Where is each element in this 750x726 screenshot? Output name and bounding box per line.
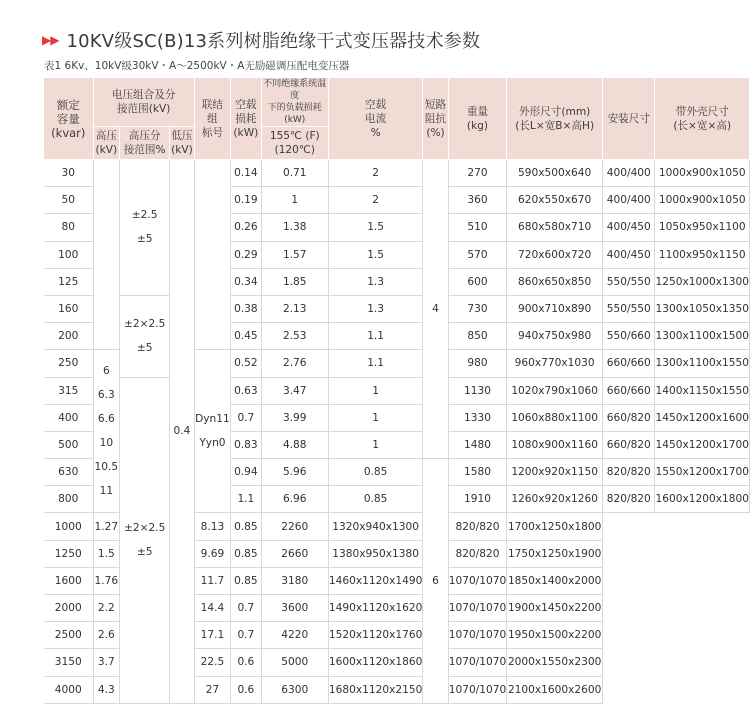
capacity-cell: 500	[44, 431, 93, 458]
table-row	[44, 160, 750, 187]
noload-current-cell: 0.85	[231, 513, 261, 540]
table-header	[44, 78, 750, 160]
load-loss-cell: 3.47	[261, 377, 328, 404]
load-loss-cell: 3.99	[261, 404, 328, 431]
header-capacity: 额定 容量 (kvar)	[44, 78, 93, 160]
load-loss-cell: 11.7	[194, 567, 230, 594]
load-loss-cell: 1.57	[261, 241, 328, 268]
header-load-loss-temp: 155℃ (F) (120℃)	[261, 127, 328, 160]
noload-loss-cell: 0.19	[231, 187, 261, 214]
page-title: 10KV级SC(B)13系列树脂绝缘干式变压器技术参数	[66, 31, 481, 52]
capacity-cell: 800	[44, 486, 93, 513]
outline-dims-cell: 900x710x890	[507, 295, 603, 322]
table-body	[44, 160, 750, 704]
noload-loss-cell: 2.6	[93, 622, 120, 649]
enclosure-dims-cell: 1250x1000x1300	[655, 268, 750, 295]
capacity-cell: 200	[44, 323, 93, 350]
outline-dims-cell: 860x650x850	[507, 268, 603, 295]
install-dims-cell: 550/550	[603, 295, 655, 322]
load-loss-cell: 8.13	[194, 513, 230, 540]
noload-current-cell: 1.1	[328, 350, 422, 377]
enclosure-dims-cell: 1850x1400x2000	[507, 567, 603, 594]
title-row	[42, 28, 480, 52]
noload-loss-cell: 3.7	[93, 649, 120, 676]
capacity-cell: 30	[44, 160, 93, 187]
header-tap-range: 高压分 接范围%	[120, 127, 170, 160]
header-install: 安装尺寸	[603, 78, 655, 160]
weight-cell: 5000	[261, 649, 328, 676]
outline-dims-cell: 1320x940x1300	[328, 513, 422, 540]
outline-dims-cell: 1520x1120x1760	[328, 622, 422, 649]
weight-cell: 510	[448, 214, 507, 241]
header-enclosure: 带外壳尺寸 (长×宽×高)	[655, 78, 750, 160]
install-dims-cell: 660/820	[603, 404, 655, 431]
enclosure-dims-cell: 1550x1200x1700	[655, 459, 750, 486]
table-row	[44, 377, 750, 404]
noload-loss-cell: 1.27	[93, 513, 120, 540]
capacity-cell: 50	[44, 187, 93, 214]
outline-dims-cell: 720x600x720	[507, 241, 603, 268]
noload-current-cell: 0.85	[328, 486, 422, 513]
enclosure-dims-cell: 1450x1200x1700	[655, 431, 750, 458]
enclosure-dims-cell: 1300x1050x1350	[655, 295, 750, 322]
load-loss-cell: 17.1	[194, 622, 230, 649]
weight-cell: 980	[448, 350, 507, 377]
enclosure-dims-cell: 1050x950x1100	[655, 214, 750, 241]
noload-loss-cell: 0.7	[231, 404, 261, 431]
noload-current-cell: 2	[328, 160, 422, 187]
noload-current-cell: 1.3	[328, 268, 422, 295]
load-loss-cell: 5.96	[261, 459, 328, 486]
outline-dims-cell: 1260x920x1260	[507, 486, 603, 513]
enclosure-dims-cell: 1300x1100x1500	[655, 323, 750, 350]
capacity-cell: 250	[44, 350, 93, 377]
install-dims-cell: 1070/1070	[448, 676, 507, 703]
enclosure-dims-cell: 1000x900x1050	[655, 160, 750, 187]
noload-loss-cell: 2.2	[93, 595, 120, 622]
noload-loss-cell: 0.63	[231, 377, 261, 404]
noload-loss-cell: 4.3	[93, 676, 120, 703]
install-dims-cell: 660/660	[603, 350, 655, 377]
weight-cell: 2260	[261, 513, 328, 540]
enclosure-dims-cell: 2100x1600x2600	[507, 676, 603, 703]
noload-current-cell: 0.6	[231, 676, 261, 703]
noload-current-cell: 1	[328, 431, 422, 458]
tap-range-a-line: ±2.5	[131, 209, 158, 222]
install-dims-cell: 1070/1070	[448, 595, 507, 622]
outline-dims-cell: 680x580x710	[507, 214, 603, 241]
header-noload-current: 空载 电流 %	[328, 78, 422, 160]
noload-loss-cell: 1.5	[93, 540, 120, 567]
hv-range-group	[93, 160, 120, 350]
noload-current-cell: 1	[328, 404, 422, 431]
noload-current-cell: 1.1	[328, 323, 422, 350]
noload-current-cell: 0.85	[328, 459, 422, 486]
header-load-loss: 不同绝缘系统温度 下的负载损耗(kW)	[261, 78, 328, 127]
weight-cell: 850	[448, 323, 507, 350]
noload-loss-cell: 0.29	[231, 241, 261, 268]
enclosure-dims-cell: 1100x950x1150	[655, 241, 750, 268]
capacity-cell: 3150	[44, 649, 93, 676]
noload-current-cell: 2	[328, 187, 422, 214]
outline-dims-cell: 1020x790x1060	[507, 377, 603, 404]
tap-range-a	[120, 160, 170, 296]
load-loss-cell: 14.4	[194, 595, 230, 622]
enclosure-dims-cell: 1950x1500x2200	[507, 622, 603, 649]
noload-current-cell: 0.85	[231, 540, 261, 567]
load-loss-cell: 2.53	[261, 323, 328, 350]
hv-values-line: 6.3	[97, 389, 115, 402]
enclosure-dims-cell: 1600x1200x1800	[655, 486, 750, 513]
outline-dims-cell: 1460x1120x1490	[328, 567, 422, 594]
install-dims-cell: 550/550	[603, 268, 655, 295]
lv-value: 0.4	[170, 160, 195, 704]
install-dims-cell: 400/400	[603, 160, 655, 187]
noload-current-cell: 0.6	[231, 649, 261, 676]
header-lv: 低压 (kV)	[170, 127, 195, 160]
capacity-cell: 160	[44, 295, 93, 322]
capacity-cell: 2500	[44, 622, 93, 649]
weight-cell: 360	[448, 187, 507, 214]
vector-group-values-line: Dyn11	[195, 413, 230, 426]
header-noload-loss: 空载 损耗 (kW)	[231, 78, 261, 160]
load-loss-cell: 4.88	[261, 431, 328, 458]
weight-cell: 1580	[448, 459, 507, 486]
weight-cell: 4220	[261, 622, 328, 649]
install-dims-cell: 660/660	[603, 377, 655, 404]
weight-cell: 1480	[448, 431, 507, 458]
load-loss-cell: 2.76	[261, 350, 328, 377]
vector-group-values	[194, 350, 230, 513]
noload-loss-cell: 0.26	[231, 214, 261, 241]
install-dims-cell: 660/820	[603, 431, 655, 458]
install-dims-cell: 820/820	[448, 540, 507, 567]
capacity-cell: 4000	[44, 676, 93, 703]
hv-values-line: 6	[102, 365, 110, 378]
hv-values-line: 10	[99, 437, 114, 450]
load-loss-cell: 22.5	[194, 649, 230, 676]
load-loss-cell: 27	[194, 676, 230, 703]
noload-loss-cell: 0.45	[231, 323, 261, 350]
noload-loss-cell: 0.38	[231, 295, 261, 322]
table-caption: 表1 6Kv、10kV级30kV・A～2500kV・A无励磁调压配电变压器	[44, 60, 350, 72]
weight-cell: 270	[448, 160, 507, 187]
hv-values	[93, 350, 120, 513]
double-arrow-icon: ▶▶	[42, 33, 59, 47]
noload-current-cell: 1.5	[328, 241, 422, 268]
header-weight: 重量 (kg)	[448, 78, 507, 160]
outline-dims-cell: 590x500x640	[507, 160, 603, 187]
noload-loss-cell: 0.94	[231, 459, 261, 486]
weight-cell: 1910	[448, 486, 507, 513]
tap-range-b-spacer-line: ±2×2.5	[123, 318, 166, 331]
outline-dims-cell: 940x750x980	[507, 323, 603, 350]
tap-range-b-line: ±5	[136, 546, 153, 559]
noload-loss-cell: 1.76	[93, 567, 120, 594]
capacity-cell: 1000	[44, 513, 93, 540]
capacity-cell: 400	[44, 404, 93, 431]
table-row	[44, 295, 750, 322]
impedance-b: 6	[423, 459, 448, 704]
capacity-cell: 80	[44, 214, 93, 241]
enclosure-dims-cell: 1400x1150x1550	[655, 377, 750, 404]
weight-cell: 1130	[448, 377, 507, 404]
header-hv: 高压 (kV)	[93, 127, 120, 160]
noload-current-cell: 1.5	[328, 214, 422, 241]
weight-cell: 2660	[261, 540, 328, 567]
noload-current-cell: 0.85	[231, 567, 261, 594]
vector-group-values-line: Yyn0	[199, 437, 226, 450]
header-outline: 外形尺寸(mm) (长L×宽B×高H)	[507, 78, 603, 160]
header-vector-group: 联结 组 标号	[194, 78, 230, 160]
outline-dims-cell: 620x550x670	[507, 187, 603, 214]
noload-current-cell: 1.3	[328, 295, 422, 322]
hv-values-line: 10.5	[94, 461, 119, 474]
capacity-cell: 630	[44, 459, 93, 486]
install-dims-cell: 400/400	[603, 187, 655, 214]
tap-range-b-spacer	[120, 295, 170, 377]
load-loss-cell: 2.13	[261, 295, 328, 322]
capacity-cell: 2000	[44, 595, 93, 622]
enclosure-dims-cell: 1700x1250x1800	[507, 513, 603, 540]
enclosure-dims-cell: 1750x1250x1900	[507, 540, 603, 567]
weight-cell: 3180	[261, 567, 328, 594]
load-loss-cell: 1.85	[261, 268, 328, 295]
outline-dims-cell: 1600x1120x1860	[328, 649, 422, 676]
noload-loss-cell: 0.52	[231, 350, 261, 377]
noload-loss-cell: 1.1	[231, 486, 261, 513]
enclosure-dims-cell: 1000x900x1050	[655, 187, 750, 214]
capacity-cell: 1250	[44, 540, 93, 567]
enclosure-dims-cell: 1900x1450x2200	[507, 595, 603, 622]
install-dims-cell: 400/450	[603, 214, 655, 241]
capacity-cell: 1600	[44, 567, 93, 594]
noload-loss-cell: 0.14	[231, 160, 261, 187]
load-loss-cell: 1.38	[261, 214, 328, 241]
weight-cell: 570	[448, 241, 507, 268]
noload-loss-cell: 0.83	[231, 431, 261, 458]
capacity-cell: 315	[44, 377, 93, 404]
install-dims-cell: 820/820	[448, 513, 507, 540]
noload-current-cell: 1	[328, 377, 422, 404]
outline-dims-cell: 1200x920x1150	[507, 459, 603, 486]
install-dims-cell: 400/450	[603, 241, 655, 268]
install-dims-cell: 1070/1070	[448, 622, 507, 649]
load-loss-cell: 6.96	[261, 486, 328, 513]
capacity-cell: 125	[44, 268, 93, 295]
weight-cell: 600	[448, 268, 507, 295]
impedance-a: 4	[423, 160, 448, 459]
outline-dims-cell: 1060x880x1100	[507, 404, 603, 431]
vector-group-group	[194, 160, 230, 350]
tap-range-b-line: ±2×2.5	[123, 522, 166, 535]
install-dims-cell: 820/820	[603, 459, 655, 486]
enclosure-dims-cell: 1300x1100x1550	[655, 350, 750, 377]
hv-values-line: 6.6	[97, 413, 115, 426]
capacity-cell: 100	[44, 241, 93, 268]
weight-cell: 3600	[261, 595, 328, 622]
load-loss-cell: 9.69	[194, 540, 230, 567]
spec-table-wrap	[44, 78, 750, 704]
outline-dims-cell: 1680x1120x2150	[328, 676, 422, 703]
outline-dims-cell: 1380x950x1380	[328, 540, 422, 567]
weight-cell: 1330	[448, 404, 507, 431]
noload-current-cell: 0.7	[231, 595, 261, 622]
header-short-circuit: 短路 阻抗 (%)	[423, 78, 448, 160]
tap-range-b	[120, 377, 170, 703]
load-loss-cell: 0.71	[261, 160, 328, 187]
spec-table	[44, 78, 750, 704]
hv-values-line: 11	[99, 485, 114, 498]
enclosure-dims-cell: 2000x1550x2300	[507, 649, 603, 676]
install-dims-cell: 1070/1070	[448, 649, 507, 676]
install-dims-cell: 1070/1070	[448, 567, 507, 594]
weight-cell: 6300	[261, 676, 328, 703]
outline-dims-cell: 1490x1120x1620	[328, 595, 422, 622]
noload-loss-cell: 0.34	[231, 268, 261, 295]
enclosure-dims-cell: 1450x1200x1600	[655, 404, 750, 431]
install-dims-cell: 550/660	[603, 323, 655, 350]
tap-range-a-line: ±5	[136, 233, 153, 246]
install-dims-cell: 820/820	[603, 486, 655, 513]
tap-range-b-spacer-line: ±5	[136, 342, 153, 355]
noload-current-cell: 0.7	[231, 622, 261, 649]
outline-dims-cell: 960x770x1030	[507, 350, 603, 377]
outline-dims-cell: 1080x900x1160	[507, 431, 603, 458]
weight-cell: 730	[448, 295, 507, 322]
header-voltage-group: 电压组合及分 接范围(kV)	[93, 78, 194, 127]
load-loss-cell: 1	[261, 187, 328, 214]
